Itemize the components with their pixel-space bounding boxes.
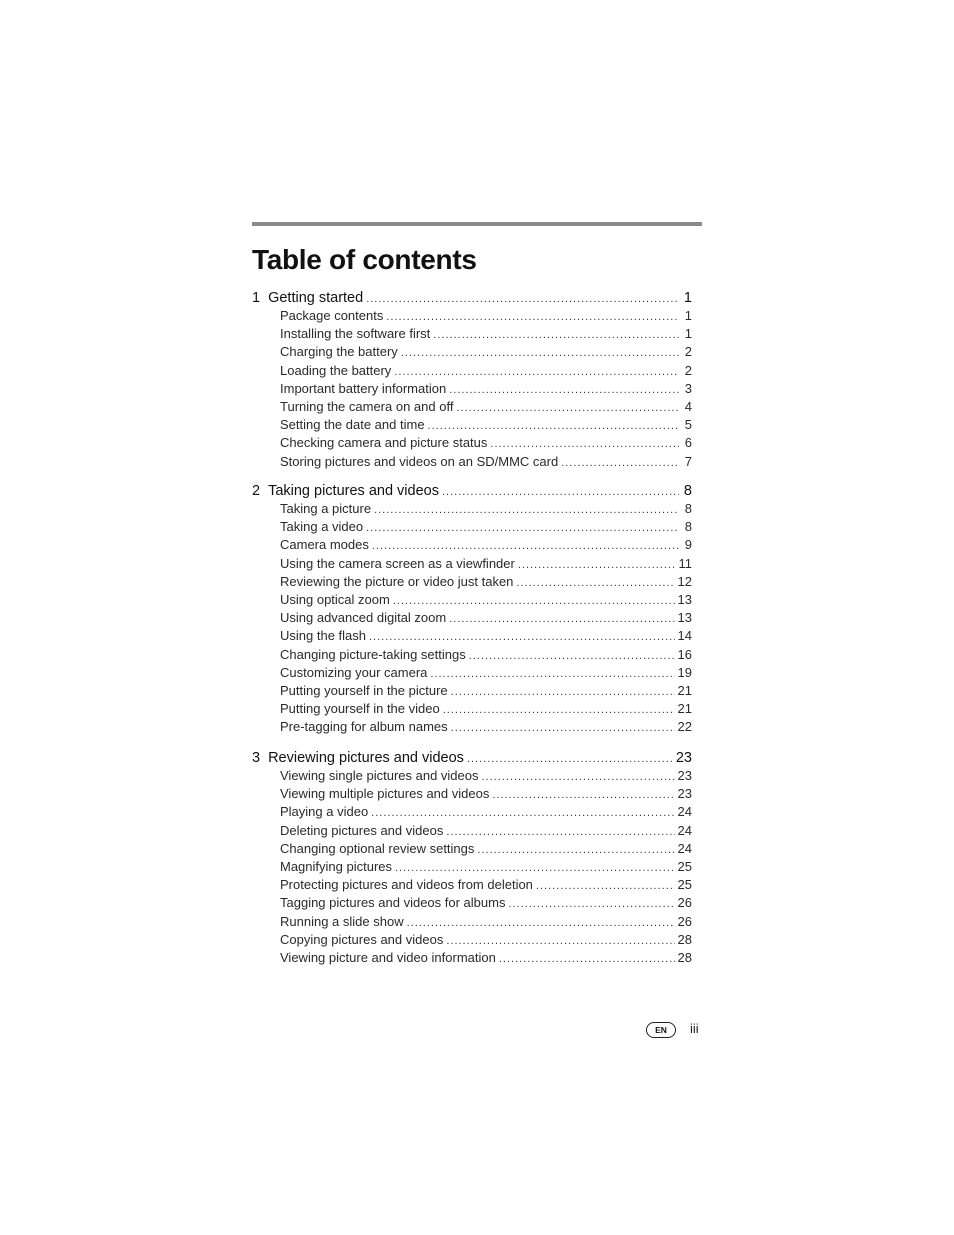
- section-title: Using the camera screen as a viewfinder: [280, 555, 515, 571]
- toc-section-entry[interactable]: [280, 858, 692, 877]
- section-title: Viewing multiple pictures and videos: [280, 786, 490, 802]
- toc-section-entry[interactable]: [280, 913, 692, 932]
- section-title: Package contents: [280, 308, 384, 323]
- section-title: Camera modes: [280, 537, 369, 553]
- toc-section-entry[interactable]: [280, 822, 692, 841]
- section-title: Magnifying pictures: [280, 859, 392, 874]
- toc-section-entry[interactable]: [280, 609, 692, 628]
- section-page-number: 14: [677, 628, 692, 644]
- section-page-number: 23: [677, 786, 692, 802]
- section-page-number: 16: [677, 646, 692, 662]
- section-title: Tagging pictures and videos for albums: [280, 895, 506, 911]
- section-page-number: 23: [677, 768, 692, 783]
- toc-section-entry[interactable]: [280, 840, 692, 859]
- dot-leader: [394, 363, 679, 381]
- dot-leader: [536, 877, 675, 895]
- section-page-number: 5: [684, 417, 692, 433]
- section-title: Taking a video: [280, 519, 364, 535]
- section-title: Running a slide show: [280, 913, 404, 929]
- section-title: Putting yourself in the picture: [280, 683, 448, 698]
- toc-section-entry[interactable]: [280, 803, 692, 822]
- toc-section-entry[interactable]: [280, 518, 692, 537]
- chapter-page-number: 23: [675, 750, 692, 766]
- section-page-number: 13: [677, 592, 692, 607]
- section-title: Setting the date and time: [280, 417, 425, 433]
- dot-leader: [449, 381, 679, 399]
- language-badge: EN: [646, 1022, 676, 1038]
- section-page-number: 25: [677, 877, 692, 893]
- section-title: Installing the software first: [280, 326, 431, 342]
- section-page-number: 22: [677, 719, 692, 735]
- toc-section-entry[interactable]: [280, 380, 692, 399]
- toc-section-entry[interactable]: [280, 876, 692, 895]
- dot-leader: [449, 610, 674, 628]
- section-page-number: 8: [684, 501, 692, 516]
- section-title: Turning the camera on and off: [280, 399, 454, 414]
- section-page-number: 3: [684, 380, 692, 396]
- section-page-number: 2: [684, 344, 692, 360]
- section-page-number: 28: [677, 931, 692, 947]
- section-title: Using optical zoom: [280, 592, 390, 607]
- section-page-number: 25: [677, 859, 692, 874]
- section-title: Taking a picture: [280, 501, 372, 516]
- chapter-number: 1: [252, 290, 261, 306]
- chapter-title: Taking pictures and videos: [268, 483, 439, 499]
- toc-section-entry[interactable]: [280, 894, 692, 913]
- section-page-number: 8: [684, 519, 692, 535]
- chapter-number: 2: [252, 483, 261, 499]
- dot-leader: [508, 895, 674, 913]
- toc-section-entry[interactable]: [280, 785, 692, 804]
- dot-leader: [499, 950, 675, 968]
- dot-leader: [446, 823, 674, 841]
- chapter-page-number: 1: [683, 290, 692, 306]
- section-title: Customizing your camera: [280, 664, 428, 680]
- dot-leader: [366, 290, 679, 308]
- section-page-number: 26: [677, 895, 692, 911]
- page-number: iii: [690, 1021, 699, 1036]
- section-page-number: 24: [677, 804, 692, 820]
- dot-leader: [371, 804, 674, 822]
- section-title: Pre-tagging for album names: [280, 719, 448, 735]
- section-title: Reviewing the picture or video just taken: [280, 573, 514, 589]
- toc-section-entry[interactable]: [280, 700, 692, 719]
- section-title: Important battery information: [280, 380, 447, 396]
- toc-section-entry[interactable]: [280, 646, 692, 665]
- section-title: Using advanced digital zoom: [280, 610, 447, 626]
- dot-leader: [366, 519, 679, 537]
- dot-leader: [372, 537, 679, 555]
- dot-leader: [369, 628, 675, 646]
- section-page-number: 9: [684, 537, 692, 553]
- section-page-number: 24: [677, 840, 692, 856]
- section-page-number: 21: [677, 683, 692, 698]
- dot-leader: [490, 435, 679, 453]
- dot-leader: [407, 914, 675, 932]
- dot-leader: [451, 683, 675, 701]
- section-title: Changing picture-taking settings: [280, 646, 466, 662]
- toc-section-entry[interactable]: [280, 682, 692, 701]
- dot-leader: [428, 417, 679, 435]
- section-title: Viewing picture and video information: [280, 950, 496, 965]
- section-page-number: 26: [677, 913, 692, 929]
- dot-leader: [401, 344, 679, 362]
- dot-leader: [516, 574, 674, 592]
- toc-section-entry[interactable]: [280, 434, 692, 453]
- toc-section-entry[interactable]: [280, 453, 692, 472]
- section-title: Deleting pictures and videos: [280, 822, 444, 838]
- section-title: Copying pictures and videos: [280, 931, 444, 947]
- toc-section-entry[interactable]: [280, 398, 692, 417]
- dot-leader: [374, 501, 679, 519]
- dot-leader: [386, 308, 679, 326]
- toc-section-entry[interactable]: [280, 664, 692, 683]
- dot-leader: [456, 399, 679, 417]
- section-page-number: 7: [684, 453, 692, 469]
- toc-section-entry[interactable]: [280, 718, 692, 737]
- section-title: Playing a video: [280, 804, 369, 820]
- section-page-number: 28: [677, 950, 692, 965]
- dot-leader: [518, 556, 676, 574]
- section-title: Viewing single pictures and videos: [280, 768, 479, 783]
- dot-leader: [451, 719, 675, 737]
- dot-leader: [467, 750, 673, 768]
- section-page-number: 2: [684, 362, 692, 378]
- chapter-number: 3: [252, 750, 261, 766]
- toc-section-entry[interactable]: [280, 627, 692, 646]
- section-page-number: 1: [684, 326, 692, 342]
- toc-section-entry[interactable]: [280, 343, 692, 362]
- dot-leader: [482, 768, 675, 786]
- chapter-page-number: 8: [683, 483, 692, 499]
- section-page-number: 13: [677, 610, 692, 626]
- section-title: Putting yourself in the video: [280, 701, 440, 717]
- section-title: Protecting pictures and videos from deletion: [280, 877, 533, 893]
- toc-section-entry[interactable]: [280, 931, 692, 950]
- section-page-number: 1: [684, 308, 692, 323]
- dot-leader: [469, 647, 675, 665]
- section-title: Using the flash: [280, 628, 366, 644]
- section-page-number: 11: [678, 555, 692, 571]
- chapter-title: Reviewing pictures and videos: [268, 750, 464, 766]
- section-page-number: 24: [677, 822, 692, 838]
- dot-leader: [433, 326, 679, 344]
- section-page-number: 21: [677, 701, 692, 717]
- dot-leader: [443, 701, 675, 719]
- header-rule: [252, 222, 702, 226]
- toc-section-entry[interactable]: [280, 555, 692, 574]
- toc-section-entry[interactable]: [280, 416, 692, 435]
- toc-section-entry[interactable]: [280, 325, 692, 344]
- dot-leader: [395, 859, 675, 877]
- dot-leader: [492, 786, 674, 804]
- dot-leader: [442, 483, 679, 501]
- section-title: Checking camera and picture status: [280, 435, 488, 451]
- toc-section-entry[interactable]: [280, 536, 692, 555]
- page-title: Table of contents: [252, 244, 477, 275]
- toc-section-entry[interactable]: [280, 591, 692, 610]
- section-title: Charging the battery: [280, 344, 398, 360]
- dot-leader: [446, 932, 674, 950]
- section-title: Changing optional review settings: [280, 840, 475, 856]
- toc-chapter-entry[interactable]: [252, 482, 692, 501]
- toc-chapter-entry[interactable]: [252, 749, 692, 768]
- chapter-title: Getting started: [268, 290, 364, 306]
- dot-leader: [561, 454, 679, 472]
- section-page-number: 12: [677, 573, 692, 589]
- dot-leader: [393, 592, 675, 610]
- section-page-number: 19: [677, 664, 692, 680]
- section-title: Storing pictures and videos on an SD/MMC card: [280, 453, 559, 469]
- toc-section-entry[interactable]: [280, 573, 692, 592]
- section-page-number: 6: [684, 435, 692, 451]
- toc-section-entry[interactable]: [280, 767, 692, 786]
- dot-leader: [430, 665, 674, 683]
- section-title: Loading the battery: [280, 362, 392, 378]
- toc-section-entry[interactable]: [280, 307, 692, 326]
- toc-section-entry[interactable]: [280, 500, 692, 519]
- dot-leader: [477, 841, 674, 859]
- toc-section-entry[interactable]: [280, 362, 692, 381]
- toc-chapter-entry[interactable]: [252, 289, 692, 308]
- toc-section-entry[interactable]: [280, 949, 692, 968]
- section-page-number: 4: [684, 399, 692, 414]
